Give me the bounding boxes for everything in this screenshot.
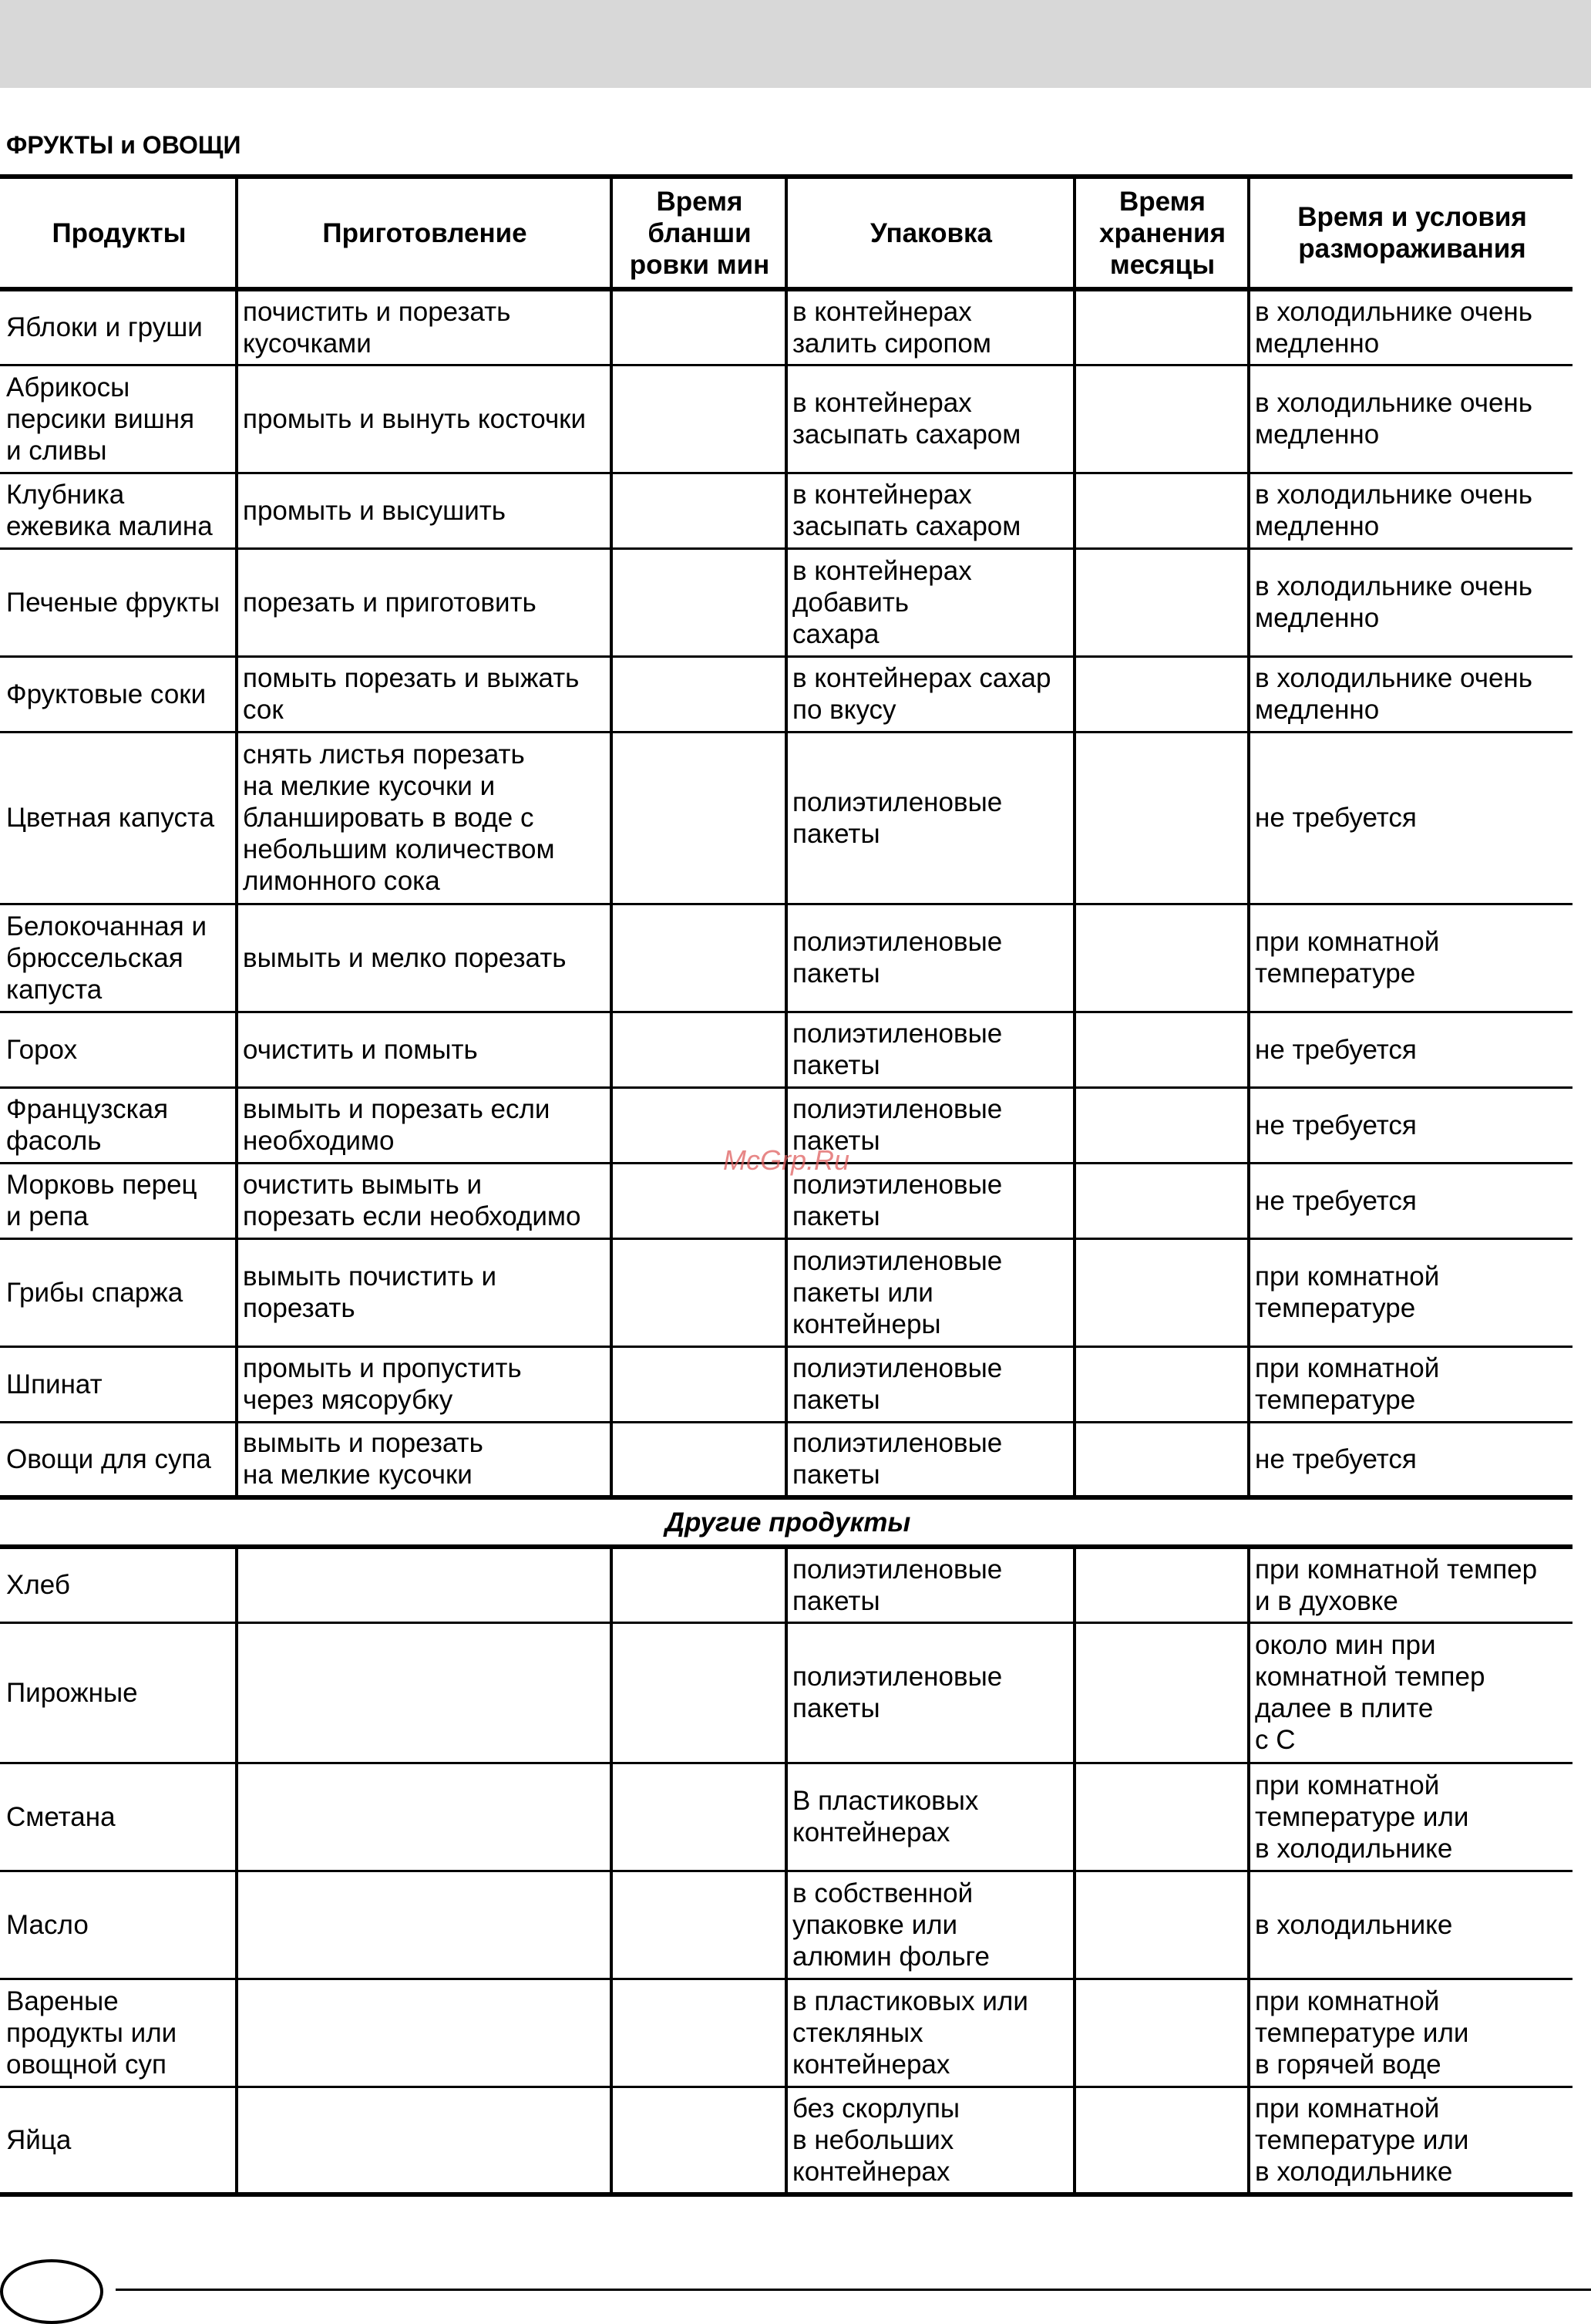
- table-row: [0, 548, 1572, 656]
- table-row: [0, 1346, 1572, 1422]
- packaging-cell: полиэтиленовые пакеты: [786, 904, 1075, 1012]
- packaging-cell: в контейнерах залить сиропом: [786, 289, 1075, 365]
- packaging-cell: полиэтиленовые пакеты: [786, 732, 1075, 904]
- footer-rule: [116, 2289, 1591, 2291]
- blanching-cell: [611, 1763, 786, 1871]
- header-storage-time: Время хранения месяцы: [1075, 177, 1249, 289]
- product-cell: Морковь перец и репа: [0, 1163, 237, 1238]
- product-cell: Сметана: [0, 1763, 237, 1871]
- storage-cell: [1075, 1422, 1249, 1497]
- table-row: [0, 1238, 1572, 1346]
- defrosting-cell: не требуется: [1249, 1012, 1572, 1087]
- storage-cell: [1075, 1547, 1249, 1622]
- product-cell: Грибы спаржа: [0, 1238, 237, 1346]
- product-cell: Яйца: [0, 2087, 237, 2194]
- preparation-cell: [237, 1547, 611, 1622]
- product-cell: Белокочанная и брюссельская капуста: [0, 904, 237, 1012]
- defrosting-cell: в холодильнике очень медленно: [1249, 289, 1572, 365]
- table-row: [0, 289, 1572, 365]
- other-products-row: [0, 1497, 1572, 1547]
- blanching-cell: [611, 1012, 786, 1087]
- table-row: [0, 1012, 1572, 1087]
- packaging-cell: в собственной упаковке или алюмин фольге: [786, 1871, 1075, 1979]
- packaging-cell: в контейнерах засыпать сахаром: [786, 473, 1075, 548]
- table-row: [0, 656, 1572, 732]
- table-row: [0, 732, 1572, 904]
- storage-cell: [1075, 732, 1249, 904]
- blanching-cell: [611, 1238, 786, 1346]
- blanching-cell: [611, 1547, 786, 1622]
- storage-cell: [1075, 2087, 1249, 2194]
- defrosting-cell: в холодильнике очень медленно: [1249, 365, 1572, 473]
- product-cell: Фруктовые соки: [0, 656, 237, 732]
- packaging-cell: в контейнерах добавить сахара: [786, 548, 1075, 656]
- defrosting-cell: при комнатной температуре: [1249, 1238, 1572, 1346]
- preparation-cell: вымыть почистить и порезать: [237, 1238, 611, 1346]
- packaging-cell: полиэтиленовые пакеты: [786, 1012, 1075, 1087]
- watermark: McGrp.Ru: [723, 1144, 850, 1176]
- preparation-cell: очистить и помыть: [237, 1012, 611, 1087]
- preparation-cell: [237, 1622, 611, 1763]
- product-cell: Абрикосы персики вишня и сливы: [0, 365, 237, 473]
- defrosting-cell: не требуется: [1249, 1422, 1572, 1497]
- table-row: [0, 2087, 1572, 2194]
- defrosting-cell: при комнатной температуре: [1249, 1346, 1572, 1422]
- header-defrosting: Время и условия размораживания: [1249, 177, 1572, 289]
- page-number-oval: [0, 2259, 103, 2324]
- blanching-cell: [611, 904, 786, 1012]
- preparation-cell: промыть и вынуть косточки: [237, 365, 611, 473]
- storage-cell: [1075, 289, 1249, 365]
- product-cell: Цветная капуста: [0, 732, 237, 904]
- defrosting-cell: не требуется: [1249, 1163, 1572, 1238]
- table-row: [0, 1979, 1572, 2087]
- preparation-cell: вымыть и порезать на мелкие кусочки: [237, 1422, 611, 1497]
- product-cell: Яблоки и груши: [0, 289, 237, 365]
- defrosting-cell: в холодильнике очень медленно: [1249, 656, 1572, 732]
- product-cell: Клубника ежевика малина: [0, 473, 237, 548]
- product-cell: Масло: [0, 1871, 237, 1979]
- header-preparation: Приготовление: [237, 177, 611, 289]
- defrosting-cell: не требуется: [1249, 1087, 1572, 1163]
- table-header-row: [0, 177, 1572, 289]
- preparation-cell: почистить и порезать кусочками: [237, 289, 611, 365]
- defrosting-cell: при комнатной температуре или в холодильнике: [1249, 1763, 1572, 1871]
- header-packaging: Упаковка: [786, 177, 1075, 289]
- storage-cell: [1075, 1238, 1249, 1346]
- storage-cell: [1075, 1346, 1249, 1422]
- packaging-cell: полиэтиленовые пакеты: [786, 1346, 1075, 1422]
- blanching-cell: [611, 289, 786, 365]
- preparation-cell: порезать и приготовить: [237, 548, 611, 656]
- header-products: Продукты: [0, 177, 237, 289]
- packaging-cell: полиэтиленовые пакеты: [786, 1163, 1075, 1238]
- defrosting-cell: при комнатной температуре или в горячей воде: [1249, 1979, 1572, 2087]
- blanching-cell: [611, 1422, 786, 1497]
- header-band: [0, 0, 1591, 88]
- table-row: [0, 365, 1572, 473]
- product-cell: Хлеб: [0, 1547, 237, 1622]
- defrosting-cell: в холодильнике: [1249, 1871, 1572, 1979]
- storage-cell: [1075, 1871, 1249, 1979]
- defrosting-cell: не требуется: [1249, 732, 1572, 904]
- preparation-cell: вымыть и мелко порезать: [237, 904, 611, 1012]
- defrosting-cell: в холодильнике очень медленно: [1249, 473, 1572, 548]
- storage-cell: [1075, 1763, 1249, 1871]
- table-row: [0, 1547, 1572, 1622]
- defrosting-cell: при комнатной темпер и в духовке: [1249, 1547, 1572, 1622]
- packaging-cell: в пластиковых или стекляных контейнерах: [786, 1979, 1075, 2087]
- packaging-cell: полиэтиленовые пакеты или контейнеры: [786, 1238, 1075, 1346]
- preparation-cell: вымыть и порезать если необходимо: [237, 1087, 611, 1163]
- table-row: [0, 1622, 1572, 1763]
- preparation-cell: [237, 2087, 611, 2194]
- blanching-cell: [611, 365, 786, 473]
- other-products-title: Другие продукты: [0, 1497, 1572, 1547]
- defrosting-cell: в холодильнике очень медленно: [1249, 548, 1572, 656]
- header-blanching-time: Время бланши ровки мин: [611, 177, 786, 289]
- preparation-cell: [237, 1979, 611, 2087]
- storage-cell: [1075, 1012, 1249, 1087]
- product-cell: Печеные фрукты: [0, 548, 237, 656]
- preparation-cell: очистить вымыть и порезать если необходимо: [237, 1163, 611, 1238]
- packaging-cell: полиэтиленовые пакеты: [786, 1422, 1075, 1497]
- product-cell: Вареные продукты или овощной суп: [0, 1979, 237, 2087]
- defrosting-cell: около мин при комнатной темпер далее в плите с С: [1249, 1622, 1572, 1763]
- blanching-cell: [611, 1979, 786, 2087]
- table-row: [0, 1763, 1572, 1871]
- storage-cell: [1075, 473, 1249, 548]
- blanching-cell: [611, 732, 786, 904]
- blanching-cell: [611, 1871, 786, 1979]
- defrosting-cell: при комнатной температуре: [1249, 904, 1572, 1012]
- blanching-cell: [611, 473, 786, 548]
- storage-cell: [1075, 1622, 1249, 1763]
- blanching-cell: [611, 548, 786, 656]
- table-row: [0, 1871, 1572, 1979]
- preparation-cell: промыть и пропустить через мясорубку: [237, 1346, 611, 1422]
- packaging-cell: полиэтиленовые пакеты: [786, 1622, 1075, 1763]
- table-row: [0, 473, 1572, 548]
- defrosting-cell: при комнатной температуре или в холодильнике: [1249, 2087, 1572, 2194]
- storage-cell: [1075, 1087, 1249, 1163]
- preparation-cell: промыть и высушить: [237, 473, 611, 548]
- preparation-cell: [237, 1871, 611, 1979]
- storage-cell: [1075, 365, 1249, 473]
- packaging-cell: полиэтиленовые пакеты: [786, 1547, 1075, 1622]
- packaging-cell: в контейнерах сахар по вкусу: [786, 656, 1075, 732]
- product-cell: Шпинат: [0, 1346, 237, 1422]
- table-row: [0, 1422, 1572, 1497]
- table-row: [0, 904, 1572, 1012]
- preparation-cell: снять листья порезать на мелкие кусочки и бланшировать в воде с небольшим количеством лимонного сока: [237, 732, 611, 904]
- packaging-cell: в контейнерах засыпать сахаром: [786, 365, 1075, 473]
- product-cell: Пирожные: [0, 1622, 237, 1763]
- packaging-cell: В пластиковых контейнерах: [786, 1763, 1075, 1871]
- blanching-cell: [611, 656, 786, 732]
- storage-cell: [1075, 656, 1249, 732]
- packaging-cell: без скорлупы в небольших контейнерах: [786, 2087, 1075, 2194]
- storage-cell: [1075, 548, 1249, 656]
- storage-cell: [1075, 1979, 1249, 2087]
- preparation-cell: помыть порезать и выжать сок: [237, 656, 611, 732]
- product-cell: Горох: [0, 1012, 237, 1087]
- packaging-cell: полиэтиленовые пакеты: [786, 1087, 1075, 1163]
- blanching-cell: [611, 1346, 786, 1422]
- storage-cell: [1075, 904, 1249, 1012]
- blanching-cell: [611, 2087, 786, 2194]
- freezing-table: [0, 174, 1572, 2197]
- section-title: ФРУКТЫ и ОВОЩИ: [6, 131, 241, 159]
- product-cell: Французская фасоль: [0, 1087, 237, 1163]
- product-cell: Овощи для супа: [0, 1422, 237, 1497]
- storage-cell: [1075, 1163, 1249, 1238]
- blanching-cell: [611, 1622, 786, 1763]
- preparation-cell: [237, 1763, 611, 1871]
